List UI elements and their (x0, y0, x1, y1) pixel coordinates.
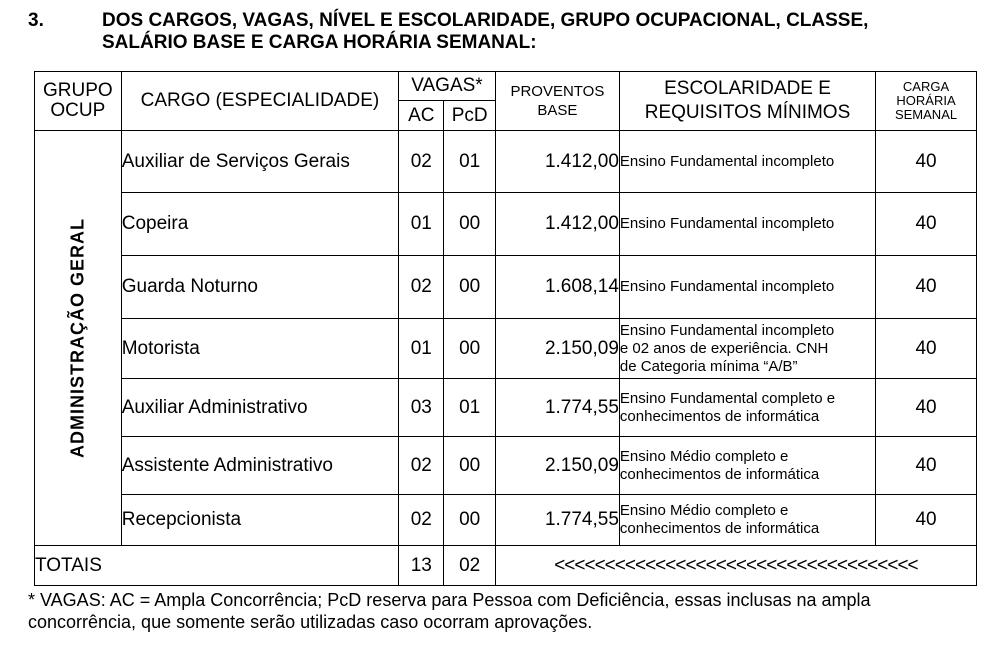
escolaridade-line: Ensino Fundamental incompleto (619, 152, 835, 170)
escolaridade-line: de Categoria mínima “A/B” (619, 357, 798, 375)
totals-arrows: <<<<<<<<<<<<<<<<<<<<<<<<<<<<<<<<<<<< (495, 546, 976, 586)
pcd-cell: 00 (444, 495, 495, 546)
ac-cell: 03 (399, 379, 444, 437)
footnote-line-2: concorrência, que somente serão utilizadas caso ocorram aprovações. (28, 612, 593, 632)
header-proventos-line-1: PROVENTOS (510, 83, 605, 100)
carga-cell: 40 (876, 256, 977, 319)
escolaridade-cell (619, 256, 875, 319)
header-proventos (495, 72, 619, 131)
cargo-cell: Assistente Administrativo (121, 437, 398, 495)
header-escolaridade-line-2: REQUISITOS MÍNIMOS (644, 102, 851, 123)
cargo-cell: Auxiliar de Serviços Gerais (121, 131, 398, 193)
escolaridade-cell (619, 437, 875, 495)
ac-cell: 02 (399, 437, 444, 495)
cargo-cell: Copeira (121, 193, 398, 256)
cargo-cell: Auxiliar Administrativo (121, 379, 398, 437)
ac-cell: 02 (399, 256, 444, 319)
ac-cell: 01 (399, 193, 444, 256)
proventos-cell: 1.608,14 (495, 256, 619, 319)
cargo-cell: Recepcionista (121, 495, 398, 546)
header-grupo-line-1: GRUPO (43, 80, 113, 101)
proventos-cell: 1.412,00 (495, 193, 619, 256)
table-row (35, 193, 977, 256)
header-escolaridade (619, 72, 875, 131)
footnote (28, 589, 978, 633)
proventos-cell: 2.150,09 (495, 437, 619, 495)
positions-table (34, 71, 977, 586)
footnote-line-1: * VAGAS: AC = Ampla Concorrência; PcD reserva para Pessoa com Deficiência, essas inclusas na ampla (28, 590, 871, 610)
escolaridade-line: Ensino Médio completo e (619, 447, 789, 465)
carga-cell: 40 (876, 319, 977, 379)
totals-label: TOTAIS (35, 546, 399, 586)
carga-cell: 40 (876, 193, 977, 256)
ac-cell: 02 (399, 131, 444, 193)
proventos-cell: 1.412,00 (495, 131, 619, 193)
header-carga (876, 72, 977, 131)
totals-ac: 13 (399, 546, 444, 586)
carga-cell: 40 (876, 495, 977, 546)
header-ac: AC (399, 101, 444, 131)
header-cargo: CARGO (ESPECIALIDADE) (121, 72, 398, 131)
escolaridade-line: Ensino Fundamental incompleto (619, 321, 835, 339)
header-row-1 (35, 72, 977, 101)
escolaridade-cell (619, 379, 875, 437)
table-row (35, 131, 977, 193)
escolaridade-line: conhecimentos de informática (619, 407, 820, 425)
carga-cell: 40 (876, 437, 977, 495)
escolaridade-line: Ensino Fundamental incompleto (619, 215, 835, 232)
escolaridade-cell (619, 319, 875, 379)
carga-cell: 40 (876, 131, 977, 193)
ac-cell: 02 (399, 495, 444, 546)
header-vagas: VAGAS* (399, 72, 496, 101)
pcd-cell: 01 (444, 379, 495, 437)
escolaridade-cell (619, 131, 875, 193)
pcd-cell: 01 (444, 131, 495, 193)
totals-row (35, 546, 977, 586)
pcd-cell: 00 (444, 437, 495, 495)
section-title-line-2: SALÁRIO BASE E CARGA HORÁRIA SEMANAL: (102, 32, 537, 53)
table-row (35, 495, 977, 546)
proventos-cell: 2.150,09 (495, 319, 619, 379)
cargo-cell: Motorista (121, 319, 398, 379)
totals-pcd: 02 (444, 546, 495, 586)
cargo-cell: Guarda Noturno (121, 256, 398, 319)
table-row (35, 256, 977, 319)
escolaridade-line: Ensino Fundamental completo e (619, 389, 836, 407)
escolaridade-line: Ensino Médio completo e (619, 502, 789, 519)
section-title-line-1: DOS CARGOS, VAGAS, NÍVEL E ESCOLARIDADE, GRUPO OCUPACIONAL, CLASSE, (102, 10, 869, 31)
pcd-cell: 00 (444, 319, 495, 379)
header-carga-line-3: SEMANAL (894, 107, 958, 122)
table-row (35, 379, 977, 437)
header-escolaridade-line-1: ESCOLARIDADE E (664, 78, 831, 99)
section-number: 3. (28, 10, 44, 31)
proventos-cell: 1.774,55 (495, 379, 619, 437)
group-name: ADMINISTRAÇÃO GERAL (67, 218, 88, 458)
escolaridade-line: Ensino Fundamental incompleto (619, 278, 835, 295)
escolaridade-line: e 02 anos de experiência. CNH (619, 339, 829, 357)
header-grupo (35, 72, 122, 131)
header-carga-line-2: HORÁRIA (896, 93, 956, 108)
escolaridade-line: conhecimentos de informática (619, 520, 820, 537)
section-title (102, 10, 982, 54)
table-row (35, 319, 977, 379)
header-pcd: PcD (444, 101, 495, 131)
table-row (35, 437, 977, 495)
header-carga-line-1: CARGA (902, 79, 950, 94)
escolaridade-cell (619, 193, 875, 256)
header-proventos-line-2: BASE (537, 102, 578, 119)
proventos-cell: 1.774,55 (495, 495, 619, 546)
pcd-cell: 00 (444, 193, 495, 256)
escolaridade-line: conhecimentos de informática (619, 465, 820, 483)
escolaridade-cell (619, 495, 875, 546)
group-cell (35, 131, 122, 546)
carga-cell: 40 (876, 379, 977, 437)
pcd-cell: 00 (444, 256, 495, 319)
header-grupo-line-2: OCUP (50, 100, 106, 121)
ac-cell: 01 (399, 319, 444, 379)
